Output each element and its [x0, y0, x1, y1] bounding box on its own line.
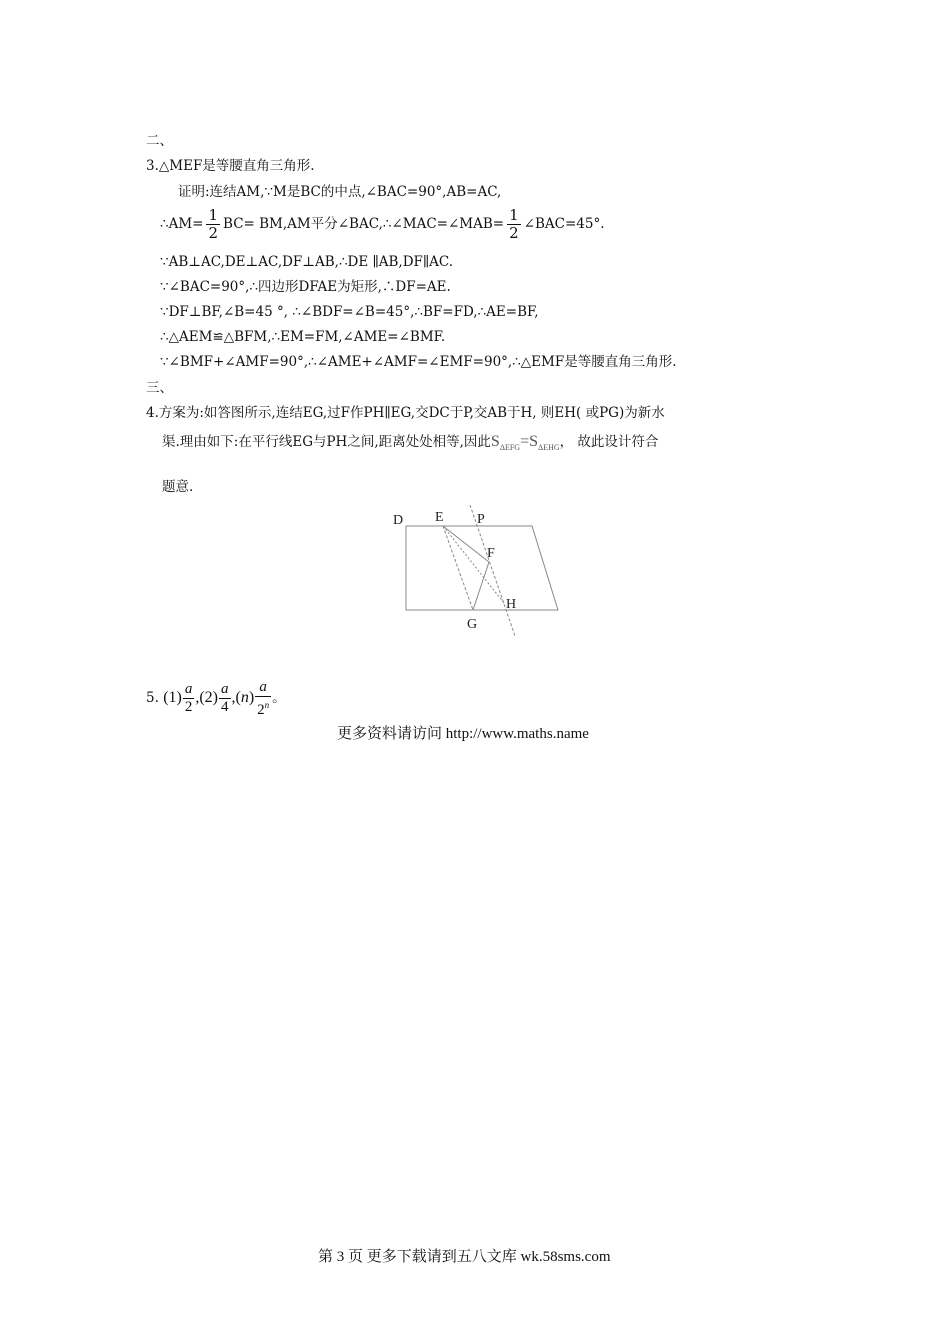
- q3-proof-line-6: ∴△AEM≌△BFM,∴EM=FM,∠AME=∠BMF.: [160, 329, 446, 345]
- fraction-numerator: 1: [509, 206, 519, 224]
- comma: ,: [231, 689, 236, 706]
- canal-diagram: [380, 500, 580, 645]
- section-3-heading: 三、: [146, 380, 173, 396]
- q5-part-1: (1): [163, 689, 182, 706]
- label-p: P: [477, 512, 485, 527]
- q5-line: [146, 676, 286, 720]
- q4-l2-text: 渠.理由如下:在平行线EG与PH之间,距离处处相等,因此: [162, 434, 491, 450]
- comma: ,: [195, 689, 200, 706]
- q3-proof-line-7: ∵∠BMF+∠AMF=90°,∴∠AME+∠AMF=∠EMF=90°,∴△EMF是等腰直角三角形.: [160, 354, 677, 370]
- fraction-a-over-4: $\frac{a}{4}$: [221, 681, 229, 715]
- q3-l2-part-a: ∴AM=: [160, 216, 204, 232]
- q3-proof-line-3: ∵AB⊥AC,DE⊥AC,DF⊥AB,∴DE ∥AB,DF∥AC.: [160, 254, 454, 270]
- fraction-numerator: 1: [208, 206, 219, 224]
- q5-end: 。: [272, 690, 286, 706]
- segment-ef: [443, 526, 489, 562]
- q3-heading: 3.△MEF是等腰直角三角形.: [146, 158, 315, 174]
- fraction-half: [507, 207, 521, 242]
- fraction-denominator: 2: [208, 224, 219, 242]
- page-footer: 第 3 页 更多下载请到五八文库 wk.58sms.com: [318, 1249, 611, 1265]
- q3-proof-line-2: [160, 204, 604, 244]
- segment-eh: [443, 526, 504, 603]
- label-f: F: [487, 546, 495, 561]
- label-e: E: [435, 510, 444, 525]
- q3-proof-line-1: 证明:连结AM,∵M是BC的中点,∠BAC=90°,AB=AC,: [178, 184, 502, 200]
- label-d: D: [393, 513, 404, 528]
- q5-number: 5.: [146, 690, 159, 706]
- segment-fg: [473, 562, 489, 610]
- label-h: H: [506, 597, 517, 612]
- fraction-a-over-2-pow-n: $\frac{a}{2^n}$: [257, 678, 270, 718]
- label-g: G: [467, 617, 478, 632]
- segment-eg: [443, 526, 473, 610]
- equals-sign: =: [520, 433, 530, 450]
- q3-proof-line-4: ∵∠BAC=90°,∴四边形DFAE为矩形,∴DF=AE.: [160, 279, 451, 295]
- q3-l2-part-c: ∠BAC=45°.: [523, 216, 605, 232]
- section-2-heading: 二、: [146, 133, 173, 149]
- q4-line-1: 4.方案为:如答图所示,连结EG,过F作PH∥EG,交DC于P,交AB于H, 则EH( 或PG)为新水: [146, 405, 665, 421]
- q4-l2-end: ， 故此设计符合: [559, 434, 659, 450]
- q5-part-n: (n): [235, 689, 255, 706]
- q4-line-3: 题意.: [162, 479, 194, 495]
- q3-l2-part-b: BC= BM,AM平分∠BAC,∴∠MAC=∠MAB=: [223, 216, 505, 232]
- fraction-a-over-2: $\frac{a}{2}$: [184, 681, 193, 715]
- area-ehg: $S_{\Delta EHG}$: [529, 433, 560, 453]
- q3-proof-line-5: ∵DF⊥BF,∠B=45 °, ∴∠BDF=∠B=45°,∴BF=FD,∴AE=BF,: [160, 304, 539, 320]
- fraction-half: [206, 207, 220, 242]
- q4-line-2: [162, 428, 658, 462]
- q5-part-2: (2): [199, 689, 218, 706]
- more-resources-text: 更多资料请访问 http://www.maths.name: [337, 726, 589, 742]
- area-efg: $S_{\Delta EFG}$: [490, 433, 521, 453]
- fraction-denominator: 2: [509, 224, 519, 242]
